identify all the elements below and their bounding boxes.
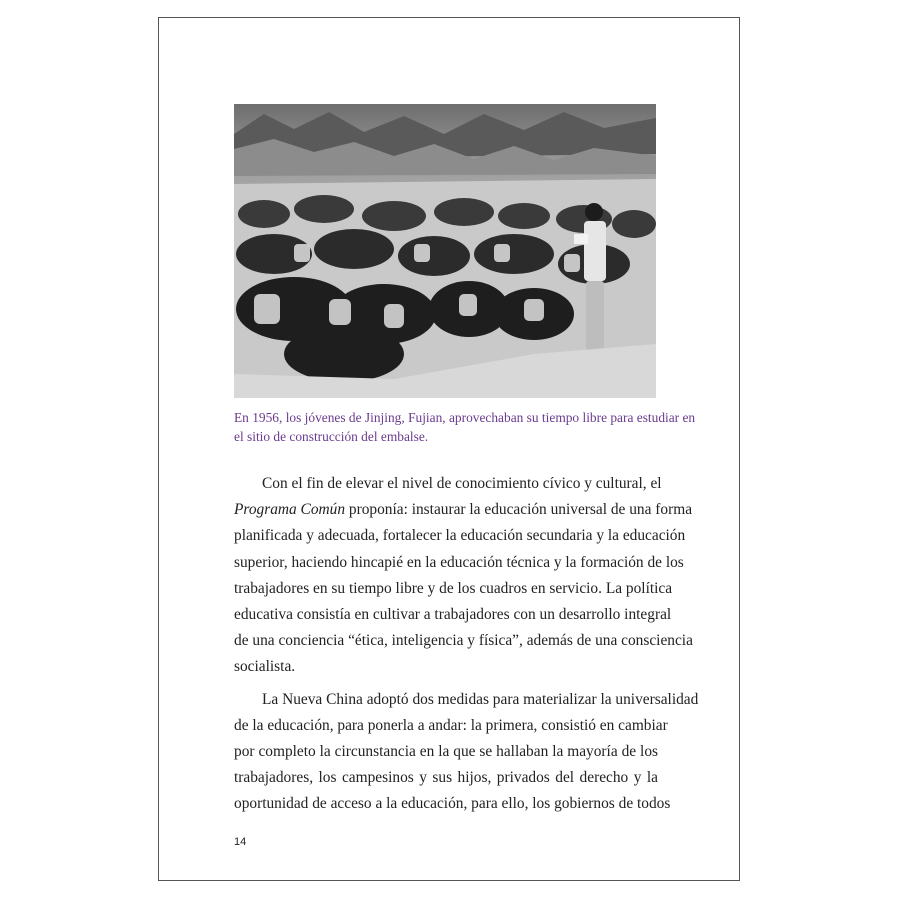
text-line: La Nueva China adoptó dos medidas para materializar la universalidad xyxy=(262,690,699,708)
body-text xyxy=(234,471,699,818)
page-number: 14 xyxy=(234,836,247,848)
photo-caption xyxy=(234,408,696,446)
text-fragment: proponía: instaurar la educación universal de una forma xyxy=(345,501,693,519)
text-line: socialista. xyxy=(234,658,296,676)
text-line: de una conciencia “ética, inteligencia y física”, además de una consciencia xyxy=(234,632,693,650)
text-line: Con el fin de elevar el nivel de conocimiento cívico y cultural, el xyxy=(262,475,662,492)
text-line: trabajadores en su tiempo libre y de los cuadros en servicio. La política xyxy=(234,579,673,597)
book-page xyxy=(158,17,740,881)
program-title: Programa Común xyxy=(234,501,346,519)
text-line: oportunidad de acceso a la educación, para ello, los gobiernos de todos xyxy=(234,795,671,813)
text-line: educativa consistía en cultivar a trabajadores con un desarrollo integral xyxy=(234,606,672,624)
caption-line: el sitio de construcción del embalse. xyxy=(234,429,429,444)
photo-students-studying-outdoors xyxy=(234,104,656,398)
text-line: de la educación, para ponerla a andar: la primera, consistió en cambiar xyxy=(234,716,668,734)
caption-line: En 1956, los jóvenes de Jinjing, Fujian, aprovechaban su tiempo libre para estudiar en xyxy=(234,410,696,425)
text-line: por completo la circunstancia en la que se hallaban la mayoría de los xyxy=(234,743,658,761)
text-line: superior, haciendo hincapié en la educación técnica y la formación de los xyxy=(234,553,684,571)
text-line xyxy=(234,497,693,523)
historical-photo xyxy=(234,104,656,398)
text-line: trabajadores, los campesinos y sus hijos, privados del derecho y la xyxy=(234,769,658,787)
text-line: planificada y adecuada, fortalecer la educación secundaria y la educación xyxy=(234,527,686,545)
